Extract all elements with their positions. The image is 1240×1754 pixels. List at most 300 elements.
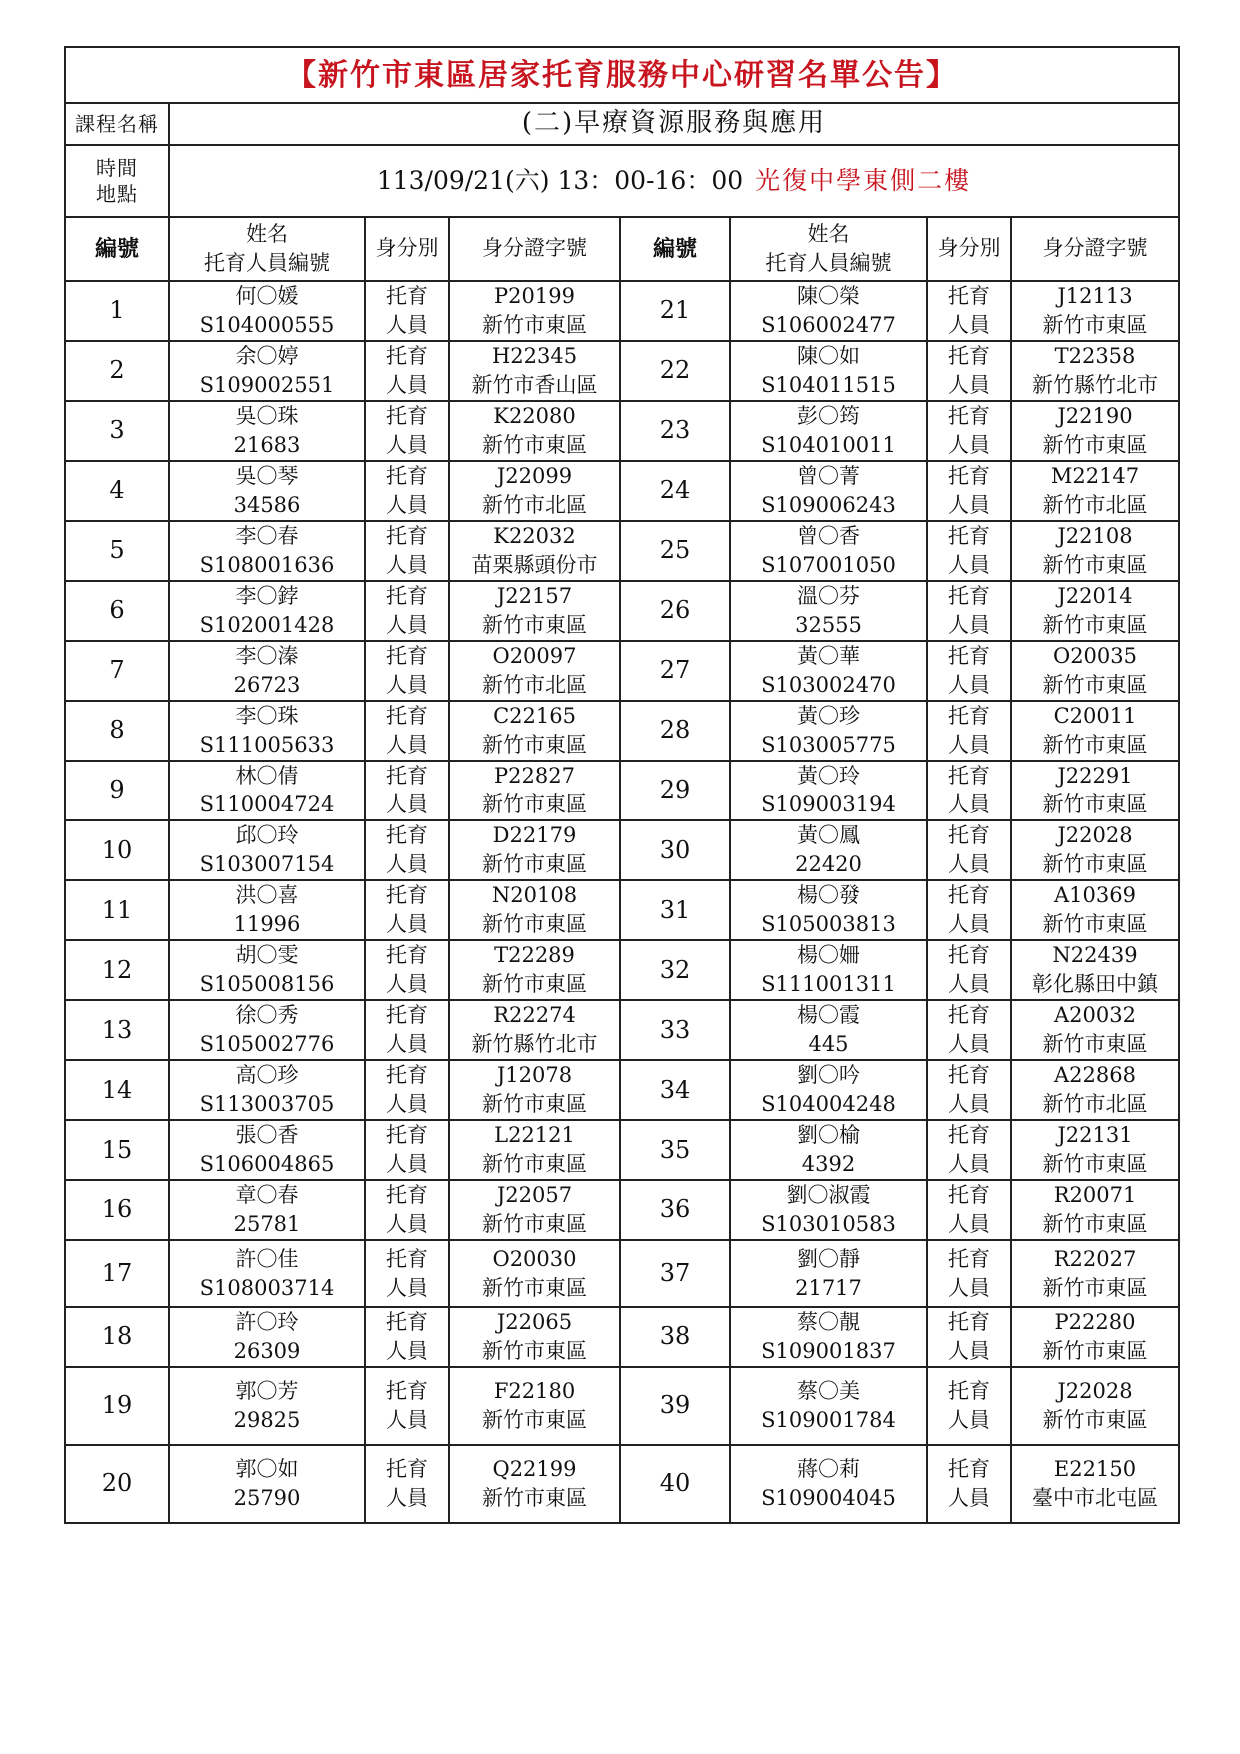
table-row (65, 1060, 1179, 1120)
entry-no: 30 (620, 820, 730, 880)
entry-area: 新竹市東區 (482, 912, 587, 937)
entry-name-cell (730, 521, 927, 581)
entry-role-cell (365, 401, 449, 461)
entry-no: 38 (620, 1307, 730, 1367)
entry-area: 新竹市東區 (482, 432, 587, 457)
entry-id-cell (1011, 521, 1179, 581)
entry-id: A20032 (1054, 1003, 1136, 1028)
entry-name: 李〇春 (235, 523, 299, 548)
entry-role-cell (927, 1367, 1011, 1445)
entry-area: 新竹市東區 (1042, 732, 1148, 757)
entry-name: 吳〇琴 (235, 463, 299, 488)
entry-area: 新竹縣竹北市 (1032, 372, 1158, 397)
entry-role-line2: 人員 (948, 852, 990, 877)
entry-id: J22099 (496, 463, 573, 488)
table-row (65, 1240, 1179, 1307)
entry-role-line1: 托育 (386, 1063, 428, 1088)
entry-no: 32 (620, 940, 730, 1000)
entry-id-cell (449, 761, 620, 821)
entry-name-cell (169, 820, 365, 880)
entry-role-line1: 托育 (948, 463, 990, 488)
entry-role-line1: 托育 (386, 343, 428, 368)
entry-name: 劉〇吟 (797, 1063, 860, 1088)
entry-id: R22027 (1053, 1246, 1137, 1271)
entry-role-line1: 托育 (386, 1183, 428, 1208)
entry-id-cell (449, 1445, 620, 1523)
entry-name: 楊〇姍 (797, 943, 860, 968)
entry-role-cell (365, 880, 449, 940)
table-row (65, 761, 1179, 821)
entry-name-cell (730, 1367, 927, 1445)
entry-role-line2: 人員 (948, 972, 990, 997)
entry-role-cell (365, 341, 449, 401)
entry-name: 曾〇菁 (797, 463, 860, 488)
entry-name-cell (169, 1445, 365, 1523)
entry-id: C22165 (493, 703, 576, 728)
entry-staff-code: S103010583 (761, 1212, 896, 1237)
entry-id-cell (1011, 341, 1179, 401)
entry-id: D22179 (492, 823, 577, 848)
entry-staff-code: S102001428 (199, 612, 335, 637)
entry-id: P20199 (494, 284, 575, 308)
entry-role-line2: 人員 (386, 1092, 428, 1117)
entry-area: 臺中市北屯區 (1032, 1485, 1158, 1510)
header-id-left: 身分證字號 (449, 217, 620, 281)
entry-role-line2: 人員 (386, 792, 428, 817)
entry-role-line1: 托育 (948, 883, 990, 908)
entry-role-line2: 人員 (948, 1407, 990, 1432)
entry-name: 郭〇芳 (235, 1378, 299, 1403)
entry-name: 蔡〇美 (797, 1378, 860, 1403)
entry-no: 21 (620, 281, 730, 341)
entry-role-line2: 人員 (386, 672, 428, 697)
entry-role-line1: 托育 (386, 643, 428, 668)
table-row (65, 1000, 1179, 1060)
entry-id: O20035 (1052, 643, 1138, 668)
entry-id-cell (449, 281, 620, 341)
header-id-right: 身分證字號 (1011, 217, 1179, 281)
entry-name-cell (730, 401, 927, 461)
entry-no: 37 (620, 1240, 730, 1307)
entry-area: 新竹市東區 (1042, 912, 1148, 937)
entry-role-line1: 托育 (386, 1003, 428, 1028)
entry-name-cell (730, 461, 927, 521)
entry-role-line2: 人員 (948, 1152, 990, 1177)
entry-id: H22345 (491, 343, 578, 368)
entry-id: C20011 (1053, 703, 1137, 728)
entry-name-cell (169, 1240, 365, 1307)
entry-id-cell (1011, 1240, 1179, 1307)
entry-role-line2: 人員 (386, 1152, 428, 1177)
header-staff-id: 托育人員編號 (765, 251, 892, 275)
entry-role-cell (927, 701, 1011, 761)
entry-id-cell (449, 641, 620, 701)
entry-id-cell (1011, 1307, 1179, 1367)
entry-name-cell (730, 1000, 927, 1060)
entry-name-cell (730, 641, 927, 701)
entry-name: 溫〇芬 (797, 583, 860, 608)
entry-role-line1: 托育 (386, 703, 428, 728)
entry-id-cell (449, 461, 620, 521)
entry-no: 16 (65, 1180, 169, 1240)
entry-role-line2: 人員 (948, 672, 990, 697)
entry-role-cell (365, 521, 449, 581)
entry-id-cell (449, 820, 620, 880)
entry-role-cell (927, 761, 1011, 821)
entry-name-cell (730, 581, 927, 641)
entry-id-cell (449, 1000, 620, 1060)
entry-no: 26 (620, 581, 730, 641)
entry-id: M22147 (1050, 463, 1140, 488)
entry-name: 高〇珍 (235, 1063, 299, 1088)
entry-name-cell (730, 820, 927, 880)
entry-role-line1: 托育 (948, 943, 990, 968)
entry-role-line2: 人員 (948, 1032, 990, 1057)
entry-name-cell (169, 1060, 365, 1120)
entry-name: 郭〇如 (235, 1456, 299, 1481)
entry-area: 新竹市東區 (1042, 1275, 1148, 1300)
entry-no: 9 (65, 761, 169, 821)
entry-role-line2: 人員 (948, 312, 990, 337)
entry-no: 1 (65, 281, 169, 341)
entry-id: A10369 (1054, 883, 1136, 908)
entry-no: 28 (620, 701, 730, 761)
entry-role-cell (927, 461, 1011, 521)
entry-no: 10 (65, 820, 169, 880)
entry-role-cell (927, 641, 1011, 701)
entry-id: J22190 (1057, 403, 1133, 428)
header-name: 姓名 (807, 222, 850, 247)
entry-name: 何〇媛 (235, 284, 299, 308)
table-row (65, 401, 1179, 461)
entry-role-cell (365, 1367, 449, 1445)
entry-area: 新竹市北區 (482, 672, 587, 697)
entry-name: 許〇玲 (235, 1310, 299, 1334)
entry-id-cell (449, 1060, 620, 1120)
entry-role-cell (927, 820, 1011, 880)
entry-role-cell (927, 880, 1011, 940)
entry-role-line1: 托育 (386, 1123, 428, 1148)
schedule-venue: 光復中學東側二樓 (755, 165, 972, 195)
time-label: 時間 (96, 156, 138, 180)
entry-role-line2: 人員 (386, 732, 428, 757)
table-row (65, 341, 1179, 401)
header-name: 姓名 (246, 222, 288, 247)
entry-name-cell (169, 880, 365, 940)
entry-role-line2: 人員 (948, 492, 990, 517)
entry-staff-code: S104011515 (761, 372, 896, 397)
table-row (65, 641, 1179, 701)
table-row (65, 1180, 1179, 1240)
entry-id: J22291 (1057, 763, 1133, 788)
entry-no: 23 (620, 401, 730, 461)
entry-role-cell (927, 401, 1011, 461)
entry-area: 新竹市東區 (482, 1338, 587, 1363)
entry-name: 胡〇雯 (235, 943, 299, 968)
entry-staff-code: S109006243 (761, 492, 896, 517)
entry-role-line1: 托育 (948, 1123, 990, 1148)
entry-staff-code: S106004865 (199, 1152, 335, 1177)
header-name-right (730, 217, 927, 281)
entry-role-cell (365, 1000, 449, 1060)
entry-area: 新竹市北區 (1042, 1092, 1148, 1117)
entry-id-cell (1011, 401, 1179, 461)
entry-id-cell (449, 341, 620, 401)
table-row (65, 1307, 1179, 1367)
entry-role-cell (365, 1180, 449, 1240)
entry-role-line1: 托育 (386, 403, 428, 428)
entry-staff-code: 34586 (233, 492, 301, 517)
entry-no: 15 (65, 1120, 169, 1180)
entry-role-line1: 托育 (948, 1456, 990, 1481)
entry-name-cell (169, 1180, 365, 1240)
entry-no: 36 (620, 1180, 730, 1240)
entry-role-line2: 人員 (948, 912, 990, 937)
entry-role-cell (365, 1240, 449, 1307)
entry-id-cell (1011, 1120, 1179, 1180)
entry-role-line1: 托育 (386, 583, 428, 608)
entry-staff-code: S105002776 (199, 1032, 335, 1057)
entry-no: 7 (65, 641, 169, 701)
entry-role-cell (927, 940, 1011, 1000)
entry-area: 新竹市東區 (482, 972, 587, 997)
entry-area: 新竹市東區 (1042, 1032, 1148, 1057)
entry-staff-code: S105008156 (199, 972, 335, 997)
entry-role-line2: 人員 (948, 552, 990, 577)
entry-role-line1: 托育 (386, 284, 428, 308)
entry-name: 李〇溱 (235, 643, 299, 668)
entry-role-line1: 托育 (386, 523, 428, 548)
entry-role-cell (927, 1000, 1011, 1060)
entry-name-cell (730, 1060, 927, 1120)
entry-role-line1: 托育 (948, 1183, 990, 1208)
entry-name: 章〇春 (235, 1183, 299, 1208)
entry-area: 新竹市東區 (482, 1212, 587, 1237)
entry-area: 新竹市東區 (482, 732, 587, 757)
entry-role-cell (927, 1060, 1011, 1120)
entry-name-cell (730, 1445, 927, 1523)
entry-role-line2: 人員 (386, 1338, 428, 1363)
entry-staff-code: 22420 (795, 852, 862, 877)
header-role-right: 身分別 (927, 217, 1011, 281)
entry-id: J22157 (496, 583, 573, 608)
entry-id: J12078 (496, 1063, 573, 1088)
entry-role-cell (927, 1445, 1011, 1523)
entry-role-line2: 人員 (386, 852, 428, 877)
entry-name-cell (169, 641, 365, 701)
entry-role-line2: 人員 (386, 1485, 428, 1510)
entry-role-line1: 托育 (386, 943, 428, 968)
entry-staff-code: S109004045 (761, 1485, 896, 1510)
entry-id-cell (449, 1240, 620, 1307)
entry-staff-code: 4392 (801, 1152, 856, 1177)
entry-role-line2: 人員 (948, 432, 990, 457)
entry-no: 13 (65, 1000, 169, 1060)
entry-role-line1: 托育 (948, 823, 990, 848)
entry-name-cell (169, 1307, 365, 1367)
entry-no: 3 (65, 401, 169, 461)
entry-name: 彭〇筠 (797, 403, 860, 428)
place-label: 地點 (96, 182, 138, 206)
entry-staff-code: S103002470 (761, 672, 896, 697)
entry-id: E22150 (1053, 1456, 1137, 1481)
entry-id: T22358 (1054, 343, 1136, 368)
header-role-left: 身分別 (365, 217, 449, 281)
entry-area: 新竹縣竹北市 (471, 1032, 598, 1057)
entry-name: 余〇婷 (235, 343, 299, 368)
entry-role-cell (365, 581, 449, 641)
entry-no: 24 (620, 461, 730, 521)
entry-role-line1: 托育 (386, 1456, 428, 1481)
entry-id-cell (449, 701, 620, 761)
roster-sheet (64, 46, 1178, 1524)
entry-no: 5 (65, 521, 169, 581)
entry-staff-code: S105003813 (761, 912, 896, 937)
entry-role-cell (365, 1120, 449, 1180)
entry-area: 新竹市北區 (1042, 492, 1148, 517)
entry-name: 李〇珠 (235, 703, 299, 728)
entry-id-cell (1011, 1060, 1179, 1120)
roster-table (64, 46, 1180, 1524)
entry-area: 新竹市東區 (482, 1092, 587, 1117)
header-staff-id: 托育人員編號 (204, 251, 330, 275)
entry-staff-code: S113003705 (199, 1092, 335, 1117)
table-row (65, 461, 1179, 521)
entry-name-cell (169, 940, 365, 1000)
entry-name: 黃〇華 (797, 643, 860, 668)
entry-role-line2: 人員 (948, 1092, 990, 1117)
entry-id: Q22199 (492, 1456, 577, 1481)
entry-role-line1: 托育 (386, 763, 428, 788)
entry-no: 20 (65, 1445, 169, 1523)
table-row (65, 521, 1179, 581)
entry-id: J22057 (496, 1183, 573, 1208)
entry-id-cell (449, 940, 620, 1000)
time-place-label (65, 145, 169, 217)
entry-role-line1: 托育 (948, 403, 990, 428)
entry-area: 新竹市東區 (482, 1275, 587, 1300)
entry-name-cell (730, 701, 927, 761)
entry-staff-code: S107001050 (761, 552, 896, 577)
entry-staff-code: S108003714 (199, 1275, 335, 1300)
entry-name: 黃〇珍 (797, 703, 860, 728)
entry-name-cell (730, 1307, 927, 1367)
entry-no: 14 (65, 1060, 169, 1120)
entry-role-line1: 托育 (386, 823, 428, 848)
entry-name-cell (169, 701, 365, 761)
entry-no: 11 (65, 880, 169, 940)
entry-role-line2: 人員 (386, 372, 428, 397)
entry-id: J22028 (1057, 1378, 1133, 1403)
entry-id: R20071 (1053, 1183, 1137, 1208)
entry-role-line1: 托育 (948, 1003, 990, 1028)
header-no-left: 編號 (65, 217, 169, 281)
entry-area: 新竹市東區 (482, 1407, 587, 1432)
entry-role-cell (365, 1307, 449, 1367)
entry-id: K22032 (493, 523, 576, 548)
entry-role-cell (927, 1240, 1011, 1307)
table-row (65, 581, 1179, 641)
entry-role-line2: 人員 (386, 1212, 428, 1237)
entry-id: R22274 (493, 1003, 576, 1028)
entry-id-cell (449, 1367, 620, 1445)
entry-area: 新竹市東區 (482, 1485, 587, 1510)
table-row (65, 1367, 1179, 1445)
entry-staff-code: 26309 (233, 1338, 301, 1363)
entry-area: 新竹市東區 (1042, 1407, 1148, 1432)
entry-name: 李〇鋍 (235, 583, 299, 608)
entry-id: P22280 (1054, 1310, 1136, 1334)
entry-area: 新竹市東區 (1042, 1212, 1148, 1237)
table-row (65, 1445, 1179, 1523)
entry-area: 新竹市北區 (482, 492, 587, 517)
entry-role-cell (927, 1120, 1011, 1180)
entry-id-cell (1011, 701, 1179, 761)
entry-staff-code: 25781 (233, 1212, 301, 1237)
entry-staff-code: 26723 (233, 672, 301, 697)
entry-role-line2: 人員 (948, 792, 990, 817)
entry-id: L22121 (494, 1123, 575, 1148)
table-row (65, 880, 1179, 940)
entry-role-cell (927, 521, 1011, 581)
page-title: 【新竹市東區居家托育服務中心研習名單公告】 (65, 47, 1179, 103)
entry-id: J22028 (1057, 823, 1133, 848)
entry-role-cell (365, 1060, 449, 1120)
entry-role-cell (927, 341, 1011, 401)
entry-id-cell (1011, 940, 1179, 1000)
entry-role-line2: 人員 (386, 432, 428, 457)
table-row (65, 940, 1179, 1000)
course-label: 課程名稱 (65, 103, 169, 145)
entry-area: 新竹市東區 (1042, 1152, 1148, 1177)
entry-role-cell (365, 820, 449, 880)
entry-staff-code: 21717 (795, 1275, 862, 1300)
entry-name-cell (730, 1180, 927, 1240)
entry-no: 19 (65, 1367, 169, 1445)
entry-staff-code: S104010011 (761, 432, 896, 457)
entry-staff-code: 445 (808, 1032, 849, 1057)
entry-name: 林〇倩 (235, 763, 299, 788)
entry-role-line1: 托育 (948, 1378, 990, 1403)
entry-no: 27 (620, 641, 730, 701)
entry-name: 劉〇榆 (797, 1123, 860, 1148)
entry-staff-code: S104000555 (199, 312, 335, 337)
entry-staff-code: S108001636 (199, 552, 335, 577)
entry-area: 新竹市東區 (1042, 612, 1148, 637)
entry-name: 許〇佳 (235, 1246, 299, 1271)
entry-staff-code: S109001784 (761, 1407, 896, 1432)
entry-staff-code: S109001837 (761, 1338, 896, 1363)
entry-area: 新竹市東區 (1042, 672, 1148, 697)
entry-id-cell (1011, 1180, 1179, 1240)
entry-name: 邱〇玲 (235, 823, 299, 848)
entry-role-cell (927, 1180, 1011, 1240)
entry-area: 新竹市東區 (482, 612, 587, 637)
schedule-cell (169, 145, 1179, 217)
entry-staff-code: 21683 (233, 432, 301, 457)
entry-id-cell (1011, 820, 1179, 880)
entry-role-line1: 托育 (386, 1310, 428, 1334)
entry-role-cell (927, 581, 1011, 641)
entry-no: 22 (620, 341, 730, 401)
entry-area: 新竹市東區 (482, 852, 587, 877)
entry-id-cell (449, 581, 620, 641)
entry-no: 25 (620, 521, 730, 581)
entry-role-line2: 人員 (386, 972, 428, 997)
entry-role-cell (365, 761, 449, 821)
entry-role-line1: 托育 (386, 463, 428, 488)
entry-id-cell (1011, 880, 1179, 940)
